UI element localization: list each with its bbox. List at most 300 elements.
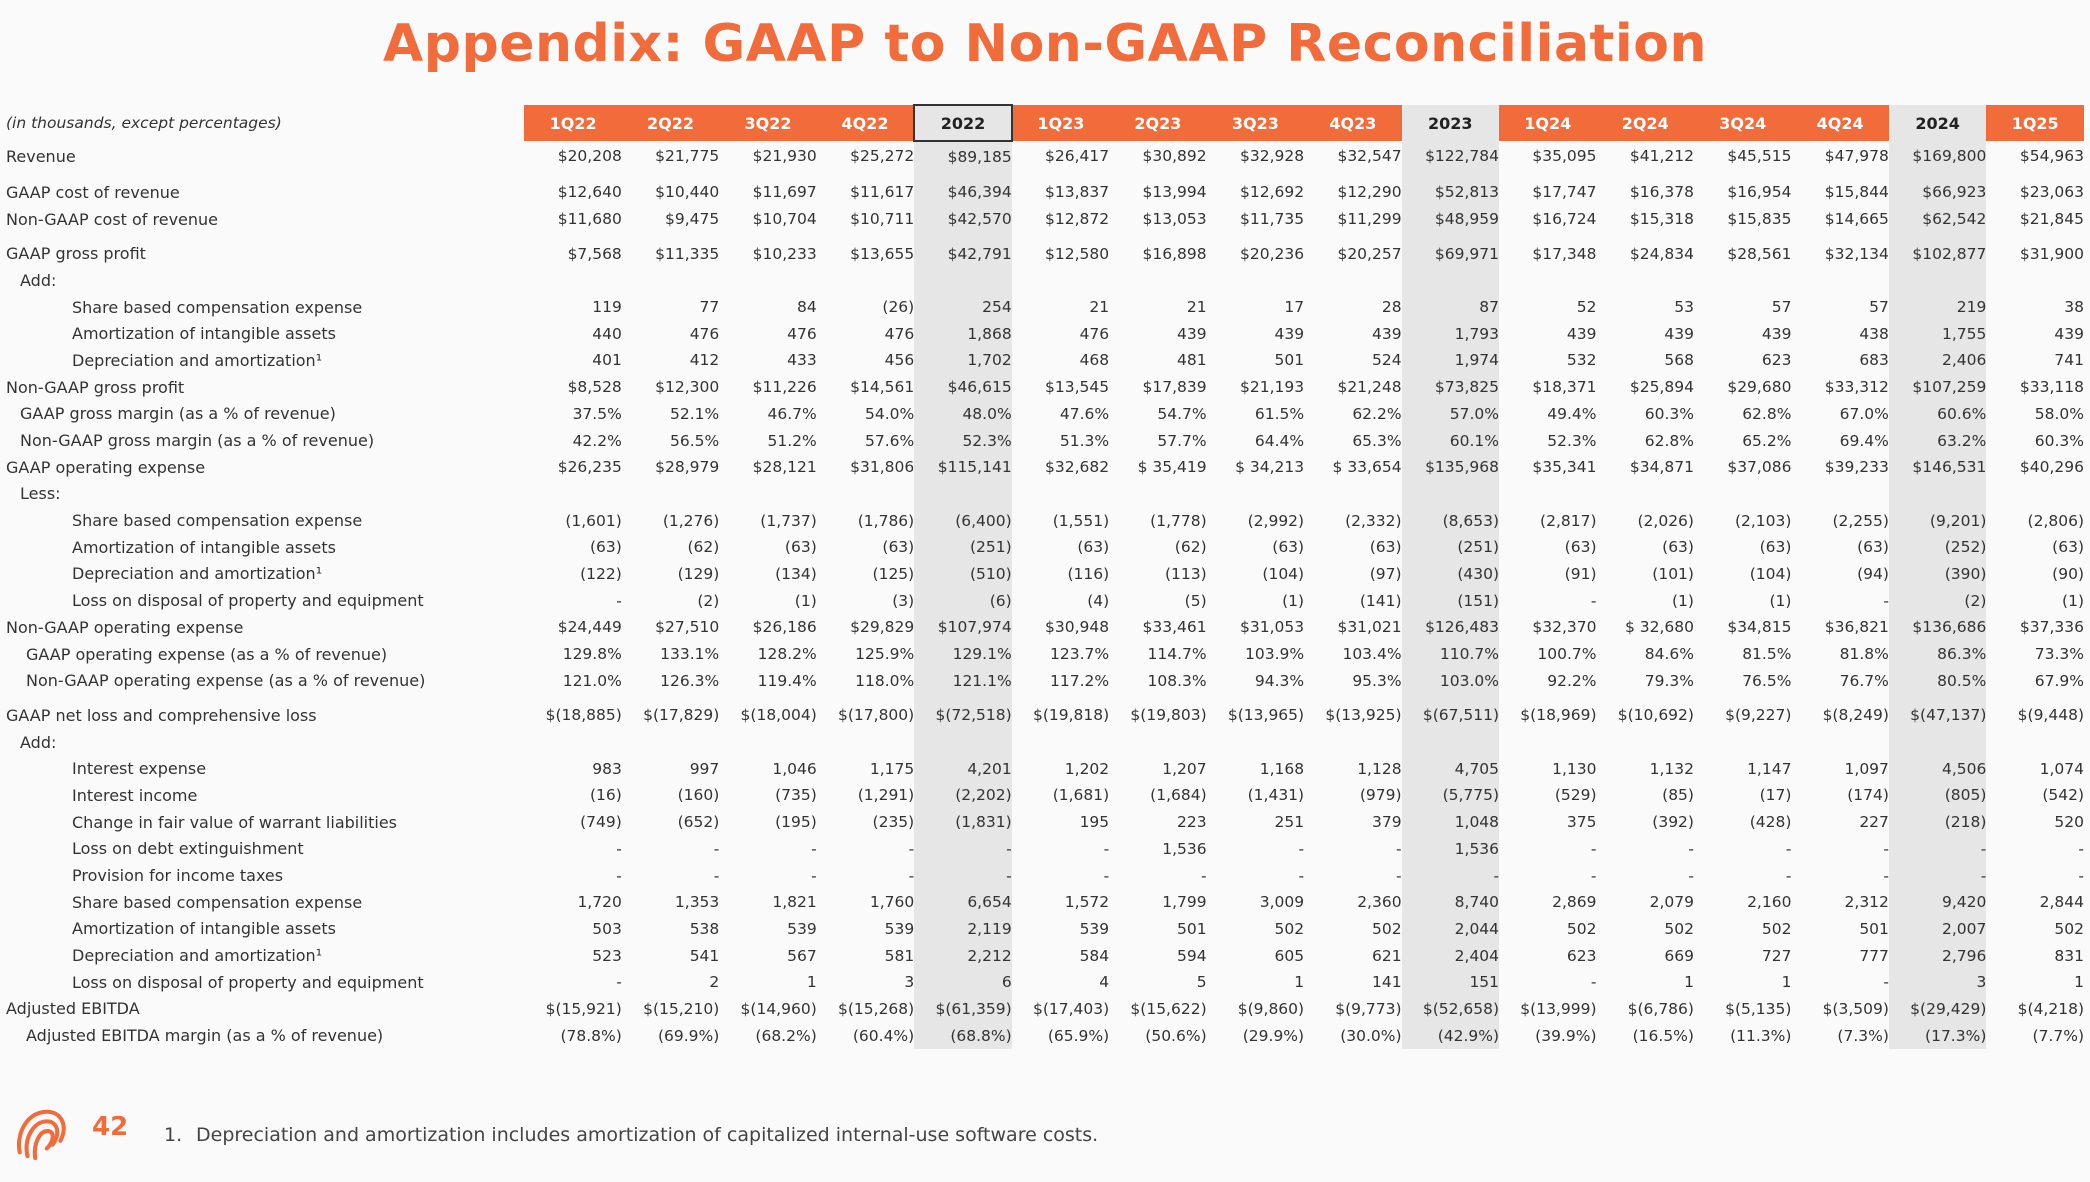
cell-4q24: 227 (1859, 813, 1889, 832)
cell-2024: $102,877 (1889, 240, 1986, 267)
cell-3q23: 61.5% (1254, 404, 1305, 423)
cell-2q23: 57.7% (1157, 431, 1207, 450)
cell-1q25: (542) (2042, 786, 2084, 805)
cell-2022: - (914, 836, 1011, 863)
page-number: 42 (92, 1112, 129, 1142)
row-label: Amortization of intangible assets (72, 537, 336, 557)
column-header-1q23: 1Q23 (1012, 105, 1109, 141)
cell-2q24: 669 (1664, 946, 1694, 965)
cell-2q22: 538 (689, 919, 720, 938)
cell-1q23 (1012, 267, 1109, 294)
cell-4q23: (97) (1369, 564, 1402, 583)
cell-4q24: 81.8% (1839, 645, 1889, 664)
cell-2022: 129.1% (914, 641, 1011, 668)
cell-2q22: 56.5% (670, 431, 720, 450)
cell-2024: 86.3% (1889, 641, 1986, 668)
cell-4q23: 65.3% (1352, 431, 1402, 450)
cell-3q22: $11,226 (752, 378, 817, 397)
cell-2023: $48,959 (1402, 206, 1499, 233)
cell-1q23: $26,417 (1045, 147, 1110, 165)
cell-4q24: 57 (1869, 298, 1889, 317)
cell-1q22: (122) (580, 564, 622, 583)
cell-1q23: $12,580 (1045, 244, 1110, 263)
row-label: Depreciation and amortization¹ (72, 946, 323, 966)
cell-1q22: 42.2% (572, 431, 622, 450)
cell-1q24: (63) (1564, 538, 1597, 557)
cell-3q24: $34,815 (1727, 618, 1792, 637)
cell-4q24: 1,097 (1844, 759, 1889, 778)
cell-1q23: 47.6% (1059, 404, 1110, 423)
cell-3q22 (719, 729, 816, 756)
row-label: Loss on debt extinguishment (72, 839, 304, 859)
cell-1q22: $12,640 (557, 183, 622, 202)
table-row (6, 206, 2084, 233)
cell-2q22: $9,475 (665, 210, 720, 229)
cell-2q24: (16.5%) (1632, 1026, 1694, 1045)
cell-2022 (914, 729, 1011, 756)
cell-2024: $(29,429) (1889, 996, 1986, 1023)
cell-2022 (914, 481, 1011, 508)
cell-1q23: 584 (1079, 946, 1110, 965)
cell-2024: (390) (1889, 561, 1986, 588)
cell-2022: 6 (914, 969, 1011, 996)
cell-3q23: $31,053 (1239, 618, 1305, 637)
cell-2022: 1,868 (914, 320, 1011, 347)
cell-2q24: (63) (1662, 538, 1694, 557)
cell-2q22: 541 (689, 946, 720, 965)
cell-1q23: 51.3% (1059, 431, 1110, 450)
cell-3q24: 62.8% (1742, 404, 1792, 423)
cell-3q22: $11,697 (752, 183, 817, 202)
cell-1q24: 52.3% (1547, 431, 1597, 450)
cell-2023 (1402, 267, 1499, 294)
cell-2024: $62,542 (1889, 206, 1986, 233)
row-label: Share based compensation expense (72, 892, 363, 912)
cell-2q23: $ 35,419 (1137, 458, 1207, 477)
cell-3q22: 128.2% (757, 645, 817, 664)
cell-1q23: 4 (1099, 973, 1110, 992)
cell-2023 (1402, 481, 1499, 508)
cell-4q22: $25,272 (850, 147, 915, 165)
cell-1q23: (116) (1067, 564, 1110, 583)
cell-1q25: (2,806) (2027, 511, 2084, 530)
row-label: GAAP gross profit (6, 244, 146, 264)
row-label: Change in fair value of warrant liabilities (72, 812, 398, 832)
cell-4q24: 67.0% (1839, 404, 1889, 423)
cell-1q24: $17,747 (1532, 183, 1597, 202)
cell-2q22: $27,510 (655, 618, 720, 637)
cell-1q24 (1499, 729, 1596, 756)
cell-1q25: $(9,448) (2017, 706, 2084, 725)
cell-3q23: 605 (1274, 946, 1305, 965)
cell-2022: (68.8%) (914, 1022, 1011, 1049)
cell-3q24: (1) (1769, 591, 1792, 610)
cell-4q23: $32,547 (1337, 147, 1402, 165)
cell-1q24: (91) (1564, 564, 1597, 583)
cell-2022: (6,400) (914, 507, 1011, 534)
column-header-3q23: 3Q23 (1207, 105, 1304, 141)
cell-2q23: - (1201, 866, 1207, 885)
cell-2023: 4,705 (1402, 755, 1499, 782)
cell-2q23: 54.7% (1157, 404, 1207, 423)
cell-4q22: (26) (882, 298, 915, 317)
cell-4q22: $29,829 (850, 618, 915, 637)
cell-1q25: 58.0% (2034, 404, 2084, 423)
cell-3q24: $28,561 (1727, 244, 1792, 263)
cell-4q24: $47,978 (1824, 147, 1889, 165)
cell-2023: (430) (1402, 561, 1499, 588)
cell-3q23: (1) (1282, 591, 1305, 610)
row-label: Add: (20, 732, 57, 752)
cell-1q25: 2,844 (2039, 893, 2084, 912)
cell-1q22: $(15,921) (545, 999, 622, 1018)
reconciliation-table (6, 104, 2084, 1049)
cell-1q25: 73.3% (2034, 645, 2084, 664)
cell-4q22 (817, 481, 914, 508)
cell-1q25: 1 (2074, 973, 2084, 992)
cell-2022: $42,791 (914, 240, 1011, 267)
cell-1q23: $(19,818) (1032, 706, 1110, 725)
table-row (6, 702, 2084, 729)
cell-4q23: (2,332) (1345, 511, 1402, 530)
footnote-number: 1. (164, 1124, 183, 1146)
cell-4q24: 501 (1859, 919, 1889, 938)
cell-2022: $107,974 (914, 614, 1011, 641)
cell-2q22: $12,300 (655, 378, 720, 397)
cell-2q23: 1,207 (1162, 759, 1207, 778)
cell-3q24: $15,835 (1727, 210, 1792, 229)
cell-1q24: 49.4% (1547, 404, 1597, 423)
cell-1q23: 468 (1079, 351, 1110, 370)
cell-2022 (914, 267, 1011, 294)
cell-1q24: 375 (1566, 813, 1597, 832)
cell-4q23 (1304, 267, 1401, 294)
table-row (6, 427, 2084, 454)
table-row (6, 641, 2084, 668)
cell-2q24: 502 (1664, 919, 1694, 938)
cell-1q23: 195 (1079, 813, 1110, 832)
cell-1q25: 741 (2054, 351, 2084, 370)
cell-4q22: (63) (882, 538, 915, 557)
cell-4q22: $(17,800) (838, 706, 915, 725)
cell-1q24: 532 (1566, 351, 1597, 370)
table-row (6, 347, 2084, 374)
cell-2023: $(67,511) (1402, 702, 1499, 729)
cell-3q23: (104) (1262, 564, 1305, 583)
table-row (6, 889, 2084, 916)
cell-3q22: 51.2% (767, 431, 817, 450)
cell-3q24: 1 (1781, 973, 1792, 992)
row-label: Share based compensation expense (72, 297, 363, 317)
cell-2q24: 79.3% (1644, 671, 1694, 690)
cell-4q24 (1791, 267, 1888, 294)
cell-2q23: $16,898 (1142, 244, 1207, 263)
cell-4q22: 57.6% (864, 431, 915, 450)
cell-2q22: $28,979 (655, 458, 720, 477)
row-label: Interest income (72, 785, 198, 805)
cell-2022: 48.0% (914, 401, 1011, 428)
table-row (6, 614, 2084, 641)
cell-3q24: $37,086 (1727, 458, 1792, 477)
cell-1q25 (1986, 267, 2084, 294)
cell-2q24: $(10,692) (1617, 706, 1694, 725)
table-body (6, 141, 2084, 1049)
cell-2023: 2,044 (1402, 916, 1499, 943)
cell-3q24: 727 (1761, 946, 1792, 965)
cell-2q23: (62) (1174, 538, 1207, 557)
cell-4q22: 476 (884, 324, 915, 343)
cell-2q23: 114.7% (1147, 645, 1207, 664)
cell-3q23: (1,431) (1247, 786, 1305, 805)
cell-1q23: 117.2% (1050, 671, 1110, 690)
cell-3q22 (719, 481, 816, 508)
cell-1q23: 539 (1079, 919, 1110, 938)
table-row (6, 836, 2084, 863)
cell-2022: $115,141 (914, 454, 1011, 481)
cell-3q23: 501 (1274, 351, 1305, 370)
cell-2q23: 108.3% (1147, 671, 1207, 690)
cell-3q22: $(18,004) (740, 706, 817, 725)
cell-1q22: - (616, 839, 622, 858)
cell-3q23: $32,928 (1239, 147, 1305, 165)
cell-2q22: $10,440 (655, 183, 720, 202)
cell-1q25 (1986, 481, 2084, 508)
cell-3q22: $28,121 (752, 458, 817, 477)
cell-2024: 219 (1889, 294, 1986, 321)
cell-1q22: 983 (592, 759, 622, 778)
cell-2q24: - (1688, 866, 1694, 885)
cell-3q23: $ 34,213 (1235, 458, 1305, 477)
cell-2022: 1,702 (914, 347, 1011, 374)
cell-1q24: - (1590, 866, 1597, 885)
cell-4q24 (1791, 481, 1888, 508)
cell-2022: 121.1% (914, 667, 1011, 694)
swirl-logo-icon (12, 1104, 70, 1162)
cell-1q24: 1,130 (1552, 759, 1597, 778)
cell-2q24 (1597, 481, 1694, 508)
cell-1q22: 503 (592, 919, 622, 938)
cell-3q23: 94.3% (1254, 671, 1305, 690)
cell-3q22: (735) (775, 786, 817, 805)
cell-1q24: $35,341 (1532, 458, 1597, 477)
column-header-2023: 2023 (1402, 105, 1499, 141)
cell-2024: $(47,137) (1889, 702, 1986, 729)
column-header-2q22: 2Q22 (622, 105, 719, 141)
cell-3q22: 433 (787, 351, 817, 370)
table-row (6, 141, 2084, 171)
cell-1q22: $24,449 (557, 618, 622, 637)
cell-2q23: 223 (1177, 813, 1207, 832)
cell-2q22: - (713, 839, 720, 858)
cell-3q22: $10,704 (752, 210, 817, 229)
cell-4q24: (2,255) (1832, 511, 1889, 530)
cell-1q22 (524, 729, 621, 756)
cell-2q24: 84.6% (1644, 645, 1694, 664)
cell-2023: 57.0% (1402, 401, 1499, 428)
cell-2024: $66,923 (1889, 179, 1986, 206)
cell-2023: $52,813 (1402, 179, 1499, 206)
cell-4q23: (63) (1369, 538, 1402, 557)
cell-4q22 (817, 267, 914, 294)
cell-4q24: (94) (1857, 564, 1889, 583)
cell-3q22: (63) (784, 538, 817, 557)
cell-2024: 4,506 (1889, 755, 1986, 782)
cell-2024: 1,755 (1889, 320, 1986, 347)
cell-4q23: 524 (1371, 351, 1402, 370)
cell-1q23: 1,202 (1064, 759, 1110, 778)
row-label: GAAP operating expense (6, 457, 206, 477)
cell-2023: 2,404 (1402, 942, 1499, 969)
cell-2023: 151 (1402, 969, 1499, 996)
cell-2q23: (1,778) (1150, 511, 1207, 530)
cell-4q22: $13,655 (850, 244, 915, 263)
cell-1q24: $18,371 (1532, 378, 1597, 397)
row-label: GAAP net loss and comprehensive loss (6, 705, 317, 725)
cell-4q22: - (908, 839, 915, 858)
cell-2023: (5,775) (1402, 782, 1499, 809)
table-row (6, 916, 2084, 943)
cell-2022: 254 (914, 294, 1011, 321)
cell-1q22: (749) (580, 813, 622, 832)
cell-2q24: - (1688, 839, 1694, 858)
cell-1q23: (1,681) (1052, 786, 1110, 805)
cell-1q25: 1,074 (2039, 759, 2084, 778)
cell-1q25: 67.9% (2034, 671, 2084, 690)
cell-1q25: 831 (2054, 946, 2084, 965)
cell-4q23 (1304, 481, 1401, 508)
cell-3q24: - (1785, 866, 1792, 885)
row-label: Add: (20, 270, 57, 290)
cell-1q22: $7,568 (567, 244, 622, 263)
column-header-2024: 2024 (1889, 105, 1986, 141)
cell-3q22: 539 (787, 919, 817, 938)
cell-2022: (251) (914, 534, 1011, 561)
cell-3q23 (1207, 481, 1304, 508)
cell-3q22: - (811, 839, 817, 858)
table-row (6, 507, 2084, 534)
cell-4q24: $32,134 (1824, 244, 1889, 263)
cell-1q24: $(18,969) (1520, 706, 1597, 725)
cell-3q23 (1207, 267, 1304, 294)
cell-4q24: $(8,249) (1822, 706, 1889, 725)
table-header-row (6, 105, 2084, 141)
cell-1q24: - (1590, 839, 1597, 858)
cell-2023: 1,974 (1402, 347, 1499, 374)
cell-1q25: 502 (2054, 919, 2084, 938)
cell-2022: $(72,518) (914, 702, 1011, 729)
cell-2q23 (1109, 267, 1206, 294)
cell-2024: 3 (1889, 969, 1986, 996)
cell-2q23: 1,536 (1162, 839, 1207, 858)
cell-2q24: 62.8% (1644, 431, 1694, 450)
cell-3q22: - (811, 866, 817, 885)
cell-4q24: $39,233 (1824, 458, 1889, 477)
row-label: Revenue (6, 146, 76, 166)
cell-2q23: $(19,803) (1130, 706, 1207, 725)
cell-3q22: (134) (775, 564, 817, 583)
cell-1q22: - (616, 866, 622, 885)
column-header-2q24: 2Q24 (1597, 105, 1694, 141)
cell-2q24: (2,026) (1637, 511, 1694, 530)
cell-3q24: (11.3%) (1730, 1026, 1792, 1045)
cell-3q23: $20,236 (1239, 244, 1305, 263)
cell-3q23: $21,193 (1239, 378, 1305, 397)
cell-2q22: 77 (699, 298, 720, 317)
table-row (6, 481, 2084, 508)
cell-3q23: $12,692 (1239, 183, 1305, 202)
cell-4q23: 28 (1381, 298, 1402, 317)
row-spacer (6, 232, 2084, 240)
cell-2q24: 568 (1664, 351, 1694, 370)
cell-2024: 9,420 (1889, 889, 1986, 916)
cell-3q22: 1 (806, 973, 817, 992)
cell-2q23: 481 (1177, 351, 1207, 370)
cell-1q25: $54,963 (2019, 147, 2084, 165)
cell-4q24: 438 (1859, 324, 1889, 343)
cell-1q22: (16) (589, 786, 622, 805)
row-label: Non-GAAP operating expense (as a % of revenue) (26, 671, 426, 691)
cell-4q23: - (1395, 839, 1402, 858)
cell-2q23 (1109, 729, 1206, 756)
cell-3q24 (1694, 267, 1791, 294)
cell-3q22: $21,930 (752, 147, 817, 165)
cell-3q24: 65.2% (1742, 431, 1792, 450)
cell-4q24: - (1883, 839, 1889, 858)
cell-1q25: $31,900 (2019, 244, 2084, 263)
cell-1q24: 439 (1566, 324, 1597, 343)
cell-3q22: 476 (787, 324, 817, 343)
cell-4q22: (235) (872, 813, 915, 832)
cell-1q22: 119 (592, 298, 622, 317)
column-header-1q22: 1Q22 (524, 105, 621, 141)
cell-3q24: 81.5% (1742, 645, 1792, 664)
cell-3q23: 439 (1274, 324, 1305, 343)
cell-2024: (218) (1889, 809, 1986, 836)
cell-2023: 1,793 (1402, 320, 1499, 347)
column-header-3q24: 3Q24 (1694, 105, 1791, 141)
cell-2024: 2,796 (1889, 942, 1986, 969)
cell-2q22 (622, 267, 719, 294)
cell-1q25: 38 (2064, 298, 2084, 317)
cell-2q24: 439 (1664, 324, 1694, 343)
cell-2q22: 2 (709, 973, 720, 992)
cell-2q22: $(15,210) (643, 999, 720, 1018)
cell-3q23: 502 (1274, 919, 1305, 938)
cell-3q22: 84 (797, 298, 817, 317)
table-row (6, 401, 2084, 428)
cell-1q22: (1,601) (565, 511, 622, 530)
cell-4q23: 379 (1371, 813, 1402, 832)
row-label: Adjusted EBITDA margin (as a % of revenue) (26, 1026, 384, 1046)
cell-1q23: - (1103, 839, 1110, 858)
cell-3q24: - (1785, 839, 1792, 858)
cell-1q24: $17,348 (1532, 244, 1597, 263)
cell-2023: 1,536 (1402, 836, 1499, 863)
cell-3q24: (17) (1759, 786, 1792, 805)
column-header-2q23: 2Q23 (1109, 105, 1206, 141)
cell-3q24: (104) (1749, 564, 1792, 583)
cell-1q24: $(13,999) (1520, 999, 1597, 1018)
cell-2024: - (1889, 836, 1986, 863)
cell-2022: $46,615 (914, 374, 1011, 401)
cell-4q22: $(15,268) (838, 999, 915, 1018)
cell-1q24: 623 (1566, 946, 1597, 965)
cell-1q23: (65.9%) (1047, 1026, 1110, 1045)
cell-3q22: (1) (794, 591, 817, 610)
cell-3q24 (1694, 481, 1791, 508)
page-title: Appendix: GAAP to Non-GAAP Reconciliation (383, 14, 1707, 74)
cell-1q22: 440 (592, 324, 622, 343)
